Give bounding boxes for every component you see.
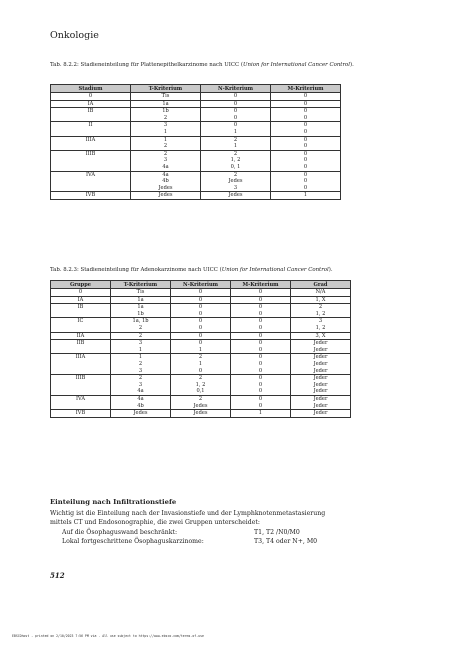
cell-line: 3 <box>163 157 168 164</box>
cell-line: 0 <box>198 304 203 311</box>
table-cell <box>291 354 351 375</box>
table-cell <box>131 136 201 150</box>
cell-line: 0 <box>233 122 238 129</box>
cell-line: 0 <box>258 304 263 311</box>
cell-line: 2 <box>163 143 168 150</box>
table-cell <box>291 340 351 354</box>
table-cell <box>271 192 341 200</box>
item-1-value: T1, T2 /N0/M0 <box>254 529 300 536</box>
table-cell <box>131 100 201 108</box>
cell-line: 2 <box>233 150 238 157</box>
cell-line: IA <box>87 100 94 107</box>
cell-line: 2 <box>138 324 143 331</box>
cell-line: 0 <box>303 150 308 157</box>
table-cell <box>231 354 291 375</box>
table-cell <box>231 296 291 304</box>
cell-line: IVA <box>85 171 96 178</box>
section-line-2: mittels CT und Endosonographie, die zwei Gruppen unterscheidet: <box>50 519 260 526</box>
table-row <box>51 93 341 101</box>
table-cell <box>201 150 271 171</box>
table-cell <box>51 136 131 150</box>
cell-line: Tis <box>161 93 170 99</box>
table2-caption-end: ). <box>328 267 333 273</box>
cell-line: Jeder <box>313 375 328 382</box>
table-cell <box>51 332 111 340</box>
cell-line: 1 <box>163 128 168 135</box>
cell-line: IIIB <box>85 150 96 157</box>
table-cell <box>201 100 271 108</box>
cell-line: 2 <box>198 375 203 382</box>
cell-line: IVA <box>75 395 86 402</box>
table-cell <box>51 289 111 297</box>
cell-line: 0 <box>303 157 308 164</box>
cell-line: 0 <box>198 296 203 303</box>
cell-line: 2 <box>233 136 238 143</box>
cell-line: 0 <box>258 324 263 331</box>
table-cell <box>111 332 171 340</box>
table-cell <box>291 332 351 340</box>
table-cell <box>171 354 231 375</box>
cell-line: Jedes <box>228 192 243 199</box>
cell-line: 0 <box>258 346 263 353</box>
cell-line: Jedes <box>158 184 173 191</box>
table-cell <box>111 289 171 297</box>
cell-line: 1, X <box>315 296 326 303</box>
table-cell <box>201 136 271 150</box>
table-cell <box>171 318 231 332</box>
table-cell <box>231 318 291 332</box>
cell-line: IIIB <box>75 375 86 382</box>
cell-line: 1 <box>233 128 238 135</box>
cell-line: IC <box>77 318 84 325</box>
table-row <box>51 192 341 200</box>
cell-line: 1, 2 <box>195 381 206 388</box>
table-row <box>51 171 341 192</box>
cell-line: 0 <box>303 143 308 150</box>
cell-line: 2 <box>138 360 143 367</box>
table-row <box>51 354 351 375</box>
table-row <box>51 108 341 122</box>
cell-line: Jeder <box>313 388 328 395</box>
table-row <box>51 340 351 354</box>
cell-line: 0,1 <box>196 388 205 395</box>
table-cell <box>51 375 111 396</box>
table-cell <box>231 395 291 409</box>
table-cell <box>201 108 271 122</box>
cell-line: IB <box>77 304 84 311</box>
table-cell <box>51 318 111 332</box>
cell-line: 0 <box>198 289 203 295</box>
cell-line: 2 <box>233 171 238 178</box>
cell-line: 1b <box>162 108 169 115</box>
table-cell <box>111 304 171 318</box>
table-cell <box>291 410 351 418</box>
cell-line: 1 <box>258 410 263 417</box>
table-cell <box>271 93 341 101</box>
table-cell <box>201 93 271 101</box>
table-cell <box>171 340 231 354</box>
cell-line: IA <box>77 296 84 303</box>
table-cell <box>111 410 171 418</box>
cell-line: 1, 2 <box>315 310 326 317</box>
table-cell <box>271 171 341 192</box>
cell-line: Jeder <box>313 402 328 409</box>
table-cell <box>291 395 351 409</box>
cell-line: 1 <box>138 346 143 353</box>
cell-line: 0, 1 <box>230 163 241 170</box>
table-cell <box>111 296 171 304</box>
section-line-1: Wichtig ist die Einteilung nach der Invasionstiefe und der Lymphknotenmetastasierung <box>50 510 326 517</box>
table2-caption-italic: Union for International Cancer Control <box>221 267 329 273</box>
cell-line: Jedes <box>193 410 208 417</box>
cell-line: 0 <box>303 108 308 115</box>
table-header-row <box>51 85 341 93</box>
cell-line: 2 <box>138 332 143 339</box>
item-1-label: Auf die Ösophaguswand beschränkt: <box>62 529 178 536</box>
table-cell <box>111 340 171 354</box>
table-cell <box>111 395 171 409</box>
table-cell <box>171 296 231 304</box>
table-cell <box>111 375 171 396</box>
cell-line: 0 <box>303 122 308 129</box>
cell-line: 0 <box>233 100 238 107</box>
cell-line: N/A <box>315 289 326 295</box>
cell-line: 0 <box>303 184 308 191</box>
table-row <box>51 332 351 340</box>
table-cell <box>51 340 111 354</box>
table-cell <box>131 93 201 101</box>
table-squamous-staging <box>50 84 341 200</box>
table1-caption-label: Tab. 8.2.2: Stadieneinteilung für Plattenepithelkarzinome nach UICC ( <box>50 62 243 68</box>
table-cell <box>111 354 171 375</box>
cell-line: 3 <box>138 367 143 374</box>
cell-line: Jedes <box>193 402 208 409</box>
cell-line: 1a <box>137 296 144 303</box>
table-cell <box>131 150 201 171</box>
table-cell <box>231 289 291 297</box>
table-cell <box>51 171 131 192</box>
table-cell <box>131 171 201 192</box>
table-cell <box>231 410 291 418</box>
cell-line: 1 <box>233 143 238 150</box>
column-header: T-Kriterium <box>131 85 201 93</box>
cell-line: 0 <box>258 381 263 388</box>
cell-line: 3 <box>138 340 143 347</box>
table-cell <box>291 289 351 297</box>
cell-line: 1 <box>198 360 203 367</box>
table-cell <box>171 375 231 396</box>
cell-line: 0 <box>303 100 308 107</box>
table-cell <box>271 108 341 122</box>
cell-line: 0 <box>303 163 308 170</box>
cell-line: 2 <box>163 150 168 157</box>
column-header: T-Kriterium <box>111 281 171 289</box>
cell-line: 0 <box>233 93 238 99</box>
cell-line: 3, X <box>315 332 326 339</box>
table-row <box>51 289 351 297</box>
cell-line: 4b <box>162 178 169 185</box>
cell-line: 1 <box>163 136 168 143</box>
cell-line: 0 <box>303 128 308 135</box>
cell-line: IIIA <box>75 354 86 361</box>
table-cell <box>51 296 111 304</box>
table-cell <box>131 122 201 136</box>
cell-line: 1, 2 <box>230 157 241 164</box>
table-cell <box>51 93 131 101</box>
cell-line: Jedes <box>158 192 173 199</box>
cell-line: Jeder <box>313 410 328 417</box>
cell-line: Jedes <box>133 410 148 417</box>
cell-line: 0 <box>258 367 263 374</box>
table-cell <box>271 136 341 150</box>
cell-line: 0 <box>198 310 203 317</box>
cell-line: 0 <box>198 324 203 331</box>
table-adeno-staging <box>50 280 351 418</box>
cell-line: 2 <box>198 395 203 402</box>
table-cell <box>51 410 111 418</box>
cell-line: 0 <box>303 136 308 143</box>
table-cell <box>51 122 131 136</box>
table-row <box>51 318 351 332</box>
cell-line: 4b <box>137 402 144 409</box>
cell-line: 1a <box>137 304 144 311</box>
table-row <box>51 304 351 318</box>
table2-caption-label: Tab. 8.2.3: Stadieneinteilung für Adenokarzinome nach UICC ( <box>50 267 222 273</box>
table-cell <box>51 304 111 318</box>
cell-line: Jeder <box>313 346 328 353</box>
table-cell <box>271 150 341 171</box>
cell-line: 0 <box>198 340 203 347</box>
table-cell <box>201 192 271 200</box>
cell-line: II <box>88 122 93 129</box>
cell-line: 0 <box>258 340 263 347</box>
table-cell <box>231 332 291 340</box>
cell-line: 3 <box>138 381 143 388</box>
column-header: N-Kriterium <box>171 281 231 289</box>
cell-line: 0 <box>258 310 263 317</box>
cell-line: IVB <box>75 410 86 417</box>
cell-line: 3 <box>233 184 238 191</box>
column-header: M-Kriterium <box>271 85 341 93</box>
table-cell <box>171 304 231 318</box>
cell-line: 0 <box>303 93 308 99</box>
cell-line: 0 <box>258 332 263 339</box>
cell-line: 1 <box>138 354 143 361</box>
table-row <box>51 150 341 171</box>
cell-line: 2 <box>163 114 168 121</box>
table1-caption-italic: Union for International Cancer Control <box>242 62 350 68</box>
cell-line: 0 <box>303 171 308 178</box>
table-cell <box>51 100 131 108</box>
table-cell <box>171 289 231 297</box>
cell-line: 0 <box>233 108 238 115</box>
column-header: Stadium <box>51 85 131 93</box>
footer-note: EBSCOhost - printed on 2/10/2023 7:56 PM via . All use subject to https://www.ebsco.com/terms-of-use <box>12 634 204 638</box>
table-cell <box>131 108 201 122</box>
cell-line: 3 <box>163 122 168 129</box>
cell-line: Jeder <box>313 360 328 367</box>
cell-line: 4a <box>162 171 169 178</box>
cell-line: IIIA <box>85 136 96 143</box>
table-row <box>51 136 341 150</box>
cell-line: Jeder <box>313 381 328 388</box>
table-cell <box>51 192 131 200</box>
table-cell <box>131 192 201 200</box>
column-header: Gruppe <box>51 281 111 289</box>
cell-line: 1 <box>303 192 308 199</box>
table-row <box>51 375 351 396</box>
cell-line: Tis <box>136 289 145 295</box>
table-row <box>51 395 351 409</box>
cell-line: 0 <box>258 360 263 367</box>
column-header: Grad <box>291 281 351 289</box>
table-cell <box>231 340 291 354</box>
table-cell <box>291 304 351 318</box>
item-2-label: Lokal fortgeschrittene Ösophaguskarzinome: <box>62 538 204 545</box>
table-row <box>51 296 351 304</box>
cell-line: 0 <box>198 332 203 339</box>
cell-line: 0 <box>198 367 203 374</box>
table-cell <box>111 318 171 332</box>
table-cell <box>231 375 291 396</box>
table-cell <box>271 100 341 108</box>
cell-line: 2 <box>318 304 323 311</box>
table-cell <box>271 122 341 136</box>
table1-caption-end: ). <box>350 62 354 68</box>
cell-line: 4a <box>137 388 144 395</box>
table-row <box>51 122 341 136</box>
table-cell <box>51 354 111 375</box>
cell-line: 0 <box>198 318 203 325</box>
cell-line: 0 <box>258 354 263 361</box>
section-title: Einteilung nach Infiltrationstiefe <box>50 498 177 506</box>
cell-line: Jeder <box>313 395 328 402</box>
cell-line: IIA <box>76 332 85 339</box>
cell-line: 0 <box>258 318 263 325</box>
table-row <box>51 100 341 108</box>
cell-line: 0 <box>78 289 83 295</box>
table-cell <box>51 395 111 409</box>
table-cell <box>201 171 271 192</box>
cell-line: 1, 2 <box>315 324 326 331</box>
cell-line: 1a <box>162 100 169 107</box>
table-cell <box>231 304 291 318</box>
table-cell <box>171 395 231 409</box>
cell-line: 0 <box>303 114 308 121</box>
column-header: N-Kriterium <box>201 85 271 93</box>
cell-line: 0 <box>258 296 263 303</box>
cell-line: IVB <box>85 192 96 199</box>
cell-line: Jeder <box>313 354 328 361</box>
cell-line: IB <box>87 108 94 115</box>
table-cell <box>51 108 131 122</box>
table-header-row <box>51 281 351 289</box>
cell-line: 2 <box>198 354 203 361</box>
cell-line: 0 <box>258 395 263 402</box>
cell-line: 0 <box>258 388 263 395</box>
cell-line: 4a <box>162 163 169 170</box>
cell-line: 2 <box>138 375 143 382</box>
cell-line: 0 <box>258 375 263 382</box>
table1-caption <box>50 62 400 69</box>
table-cell <box>171 410 231 418</box>
page-header: Onkologie <box>50 30 99 41</box>
cell-line: 1 <box>198 346 203 353</box>
cell-line: IIB <box>76 340 85 347</box>
cell-line: 0 <box>88 93 93 99</box>
cell-line: 0 <box>303 178 308 185</box>
cell-line: Jedes <box>228 178 243 185</box>
item-2-value: T3, T4 oder N+, M0 <box>254 538 318 545</box>
table-cell <box>291 296 351 304</box>
cell-line: 3 <box>318 318 323 325</box>
cell-line: Jeder <box>313 340 328 347</box>
table-cell <box>291 375 351 396</box>
page-number: 512 <box>50 571 65 580</box>
table-cell <box>171 332 231 340</box>
table2-caption <box>50 267 400 274</box>
cell-line: 1a, 1b <box>132 318 149 325</box>
cell-line: 4a <box>137 395 144 402</box>
cell-line: Jeder <box>313 367 328 374</box>
cell-line: 1b <box>137 310 144 317</box>
cell-line: 0 <box>258 402 263 409</box>
table-cell <box>51 150 131 171</box>
column-header: M-Kriterium <box>231 281 291 289</box>
table-row <box>51 410 351 418</box>
cell-line: 0 <box>258 289 263 295</box>
cell-line: 0 <box>233 114 238 121</box>
table-cell <box>291 318 351 332</box>
table-cell <box>201 122 271 136</box>
